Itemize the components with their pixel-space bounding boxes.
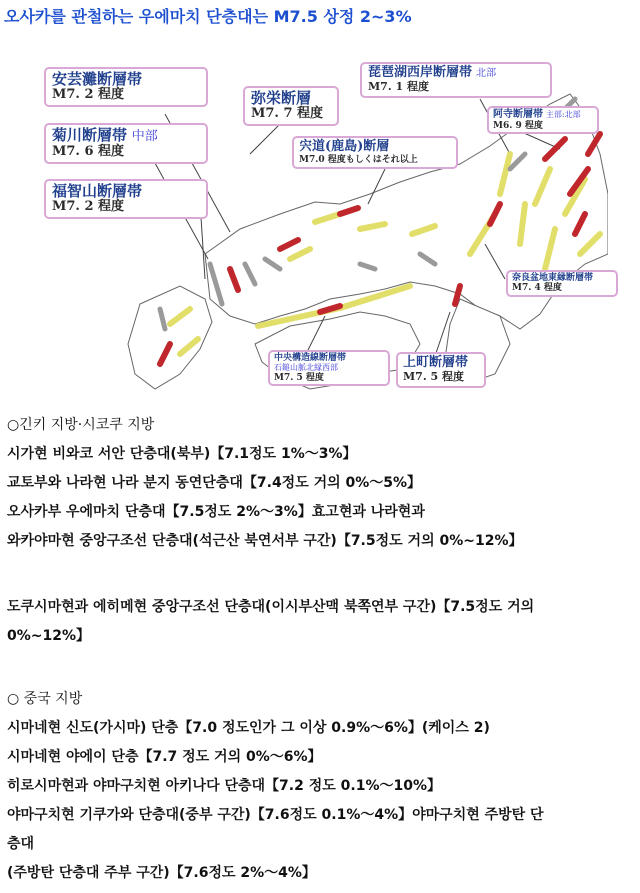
label-aki-nada-fault: 安芸灘断層帯 M7. 2 程度 <box>44 67 208 107</box>
label-biwako-seigan-fault: 琵琶湖西岸断層帯 北部 M7. 1 程度 <box>360 62 552 98</box>
label-median-tectonic-line: 中央構造線断層帯 石鎚山脈北縁西部 M7. 5 程度 <box>268 350 390 386</box>
label-yasaka-fault: 弥栄断層 M7. 7 程度 <box>243 86 339 126</box>
text-line: 와카야마현 중앙구조선 단층대(석근산 북연서부 구간)【7.5정도 거의 0%~12%】 <box>7 533 523 549</box>
label-nara-basin-fault: 奈良盆地東縁断層帯 M7. 4 程度 <box>506 270 618 297</box>
text-line: 층대 <box>7 836 35 852</box>
text-line: 도쿠시마현과 에히메현 중앙구조선 단층대(이시부산맥 북쪽연부 구간)【7.5정도 거의 <box>7 599 535 615</box>
label-kikukawa-fault: 菊川断層帯 中部 M7. 6 程度 <box>44 123 208 164</box>
text-line: 0%~12%】 <box>7 628 91 644</box>
text-line: 시가현 비와코 서안 단층대(북부)【7.1정도 1%～3%】 <box>7 446 357 462</box>
label-uemachi-fault: 上町断層帯 M7. 5 程度 <box>396 352 486 388</box>
label-shinji-fault: 宍道(鹿島)断層 M7.0 程度もしくはそれ以上 <box>292 136 458 169</box>
section-header-kinki-shikoku: ○긴키 지방·시코쿠 지방 <box>7 417 155 433</box>
text-line: (주방탄 단층대 주부 구간)【7.6정도 2%～4%】 <box>7 865 316 881</box>
text-line: 야마구치현 기쿠가와 단층대(중부 구간)【7.6정도 0.1%～4%】야마구치현 주방탄 단 <box>7 807 544 823</box>
page-title: 오사카를 관철하는 우에마치 단층대는 M7.5 상정 2~3% <box>4 7 412 26</box>
text-line: 시마네현 야에이 단층【7.7 정도 거의 0%～6%】 <box>7 749 322 765</box>
label-fukuchiyama-fault: 福智山断層帯 M7. 2 程度 <box>44 179 208 219</box>
text-line: 시마네현 신도(가시마) 단층【7.0 정도인가 그 이상 0.9%～6%】(케이스 2) <box>7 720 490 736</box>
text-line: 오사카부 우에마치 단층대【7.5정도 2%～3%】효고현과 나라현과 <box>7 504 425 520</box>
text-line: 교토부와 나라현 나라 분지 동연단층대【7.4정도 거의 0%～5%】 <box>7 475 422 491</box>
section-header-chugoku: ○ 중국 지방 <box>7 691 83 707</box>
fault-map <box>40 54 608 396</box>
text-line: 히로시마현과 야마구치현 아키나다 단층대【7.2 정도 0.1%～10%】 <box>7 778 441 794</box>
label-atera-fault: 阿寺断層帯 主部:北部 M6. 9 程度 <box>487 106 599 134</box>
